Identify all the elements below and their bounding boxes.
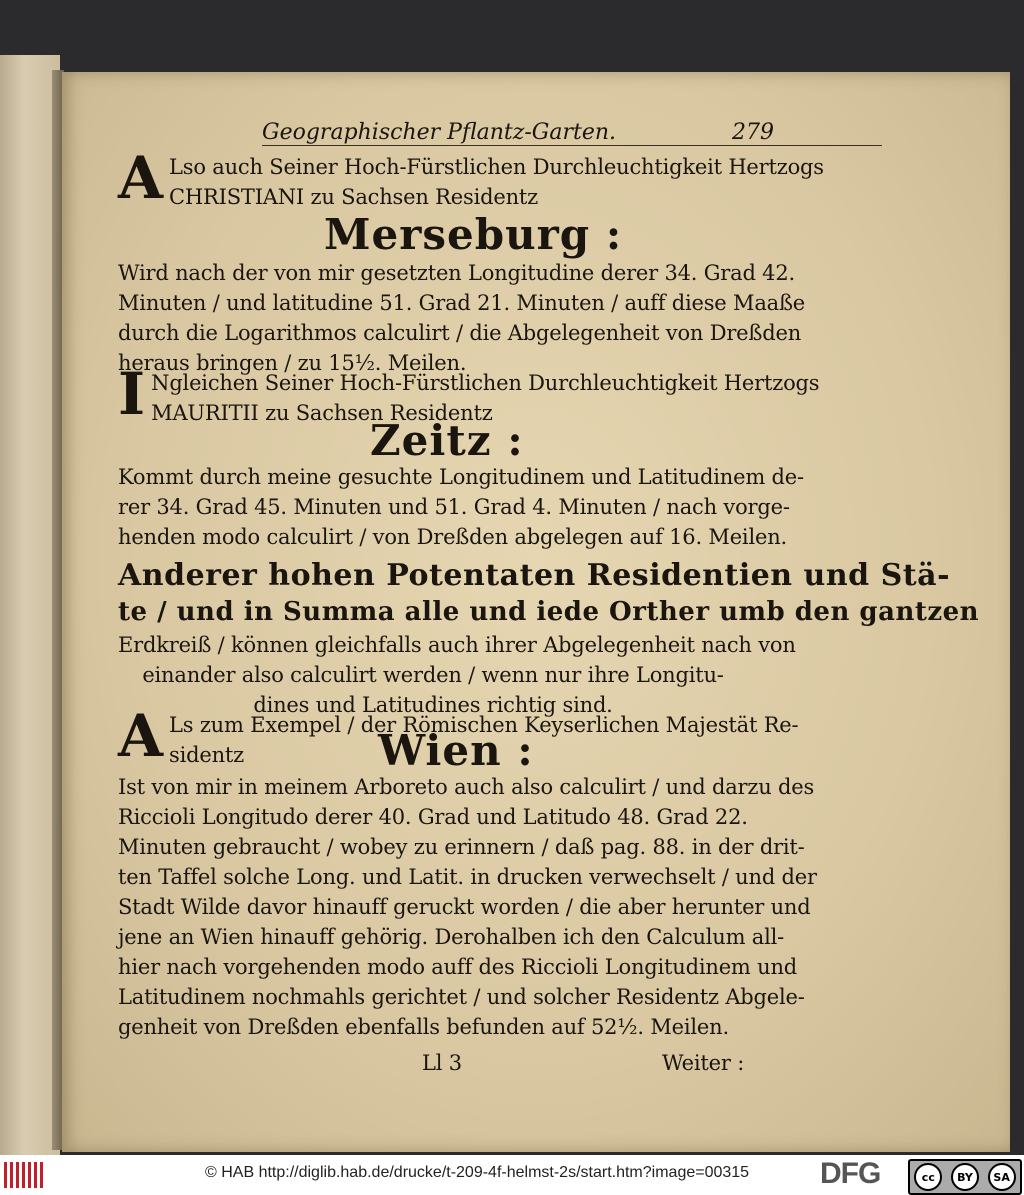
city-heading-zeitz: Zeitz : <box>370 416 524 465</box>
text-line: Erdkreiß / können gleichfalls auch ihrer Abgelegenheit nach von <box>118 633 796 657</box>
by-icon: BY <box>951 1163 979 1191</box>
library-logo <box>4 1162 46 1188</box>
text-line: henden modo calculirt / von Dreßden abgelegen auf 16. Meilen. <box>118 525 787 549</box>
dfg-logo: DFG <box>820 1157 881 1190</box>
text-line: Wird nach der von mir gesetzten Longitudine derer 34. Grad 42. <box>118 261 795 285</box>
text-line: rer 34. Grad 45. Minuten und 51. Grad 4. Minuten / nach vorge- <box>118 495 790 519</box>
copyright-link[interactable]: © HAB http://diglib.hab.de/drucke/t-209-4f-helmst-2s/start.htm?image=00315 <box>205 1164 750 1181</box>
text-line: CHRISTIANI zu Sachsen Residentz <box>169 185 538 209</box>
sa-icon: SA <box>988 1163 1016 1191</box>
cc-icon: cc <box>914 1163 942 1191</box>
text-line: genheit von Dreßden ebenfalls befunden auf 52½. Meilen. <box>118 1015 729 1039</box>
text-line: dines und Latitudines richtig sind. <box>253 693 613 717</box>
text-line: ten Taffel solche Long. und Latit. in drucken verwechselt / und der <box>118 865 817 889</box>
book-left-edge <box>0 55 60 1155</box>
text-line: MAURITII zu Sachsen Residentz <box>151 401 493 425</box>
text-line: Ngleichen Seiner Hoch-Fürstlichen Durchleuchtigkeit Hertzogs <box>151 371 820 395</box>
text-line: Latitudinem nochmahls gerichtet / und solcher Residentz Abgele- <box>118 985 805 1009</box>
drop-initial: A <box>118 702 164 770</box>
section-merseburg-intro <box>118 144 824 212</box>
text-line: Minuten gebraucht / wobey zu erinnern / daß pag. 88. in der drit- <box>118 835 805 859</box>
text-line: einander also calculirt werden / wenn nur ihre Longitu- <box>142 663 724 687</box>
signature-mark: Ll 3 <box>422 1051 462 1075</box>
page-number: 279 <box>732 120 774 145</box>
book-page <box>62 72 1010 1152</box>
text-line: jene an Wien hinauff gehörig. Derohalben ich den Calculum all- <box>118 925 785 949</box>
drop-initial: I <box>118 360 146 428</box>
text-line: Ist von mir in meinem Arboreto auch also calculirt / und darzu des <box>118 775 815 799</box>
running-head: Geographischer Pflantz-Garten. <box>262 120 882 146</box>
city-heading-merseburg: Merseburg : <box>324 210 623 259</box>
text-line: hier nach vorgehenden modo auff des Riccioli Longitudinem und <box>118 955 798 979</box>
text-line: Kommt durch meine gesuchte Longitudinem und Latitudinem de- <box>118 465 804 489</box>
text-line: Minuten / und latitudine 51. Grad 21. Minuten / auff diese Maaße <box>118 291 806 315</box>
footer-bar <box>0 1155 1024 1195</box>
text-line: heraus bringen / zu 15½. Meilen. <box>118 351 467 375</box>
section-general-heading <box>118 558 980 630</box>
text-line: Stadt Wilde davor hinauff geruckt worden / die aber herunter und <box>118 895 811 919</box>
heading-line: te / und in Summa alle und iede Orther umb den gantzen <box>118 597 980 627</box>
section-zeitz-body <box>118 462 804 552</box>
city-heading-wien: Wien : <box>378 726 534 775</box>
cc-license-badge[interactable] <box>908 1159 1022 1195</box>
text-line: Riccioli Longitudo derer 40. Grad und Latitudo 48. Grad 22. <box>118 805 748 829</box>
section-merseburg-body <box>118 258 806 378</box>
text-line: sidentz <box>169 743 245 767</box>
section-general-body <box>118 630 796 720</box>
catchword: Weiter : <box>662 1051 745 1075</box>
text-line: Lso auch Seiner Hoch-Fürstlichen Durchleuchtigkeit Hertzogs <box>169 155 824 179</box>
drop-initial: A <box>118 144 164 212</box>
section-wien-body <box>118 772 817 1042</box>
heading-line: Anderer hohen Potentaten Residentien und Stä- <box>118 558 951 593</box>
text-line: Ls zum Exempel / der Römischen Keyserlichen Majestät Re- <box>169 713 799 737</box>
text-line: durch die Logarithmos calculirt / die Abgelegenheit von Dreßden <box>118 321 802 345</box>
